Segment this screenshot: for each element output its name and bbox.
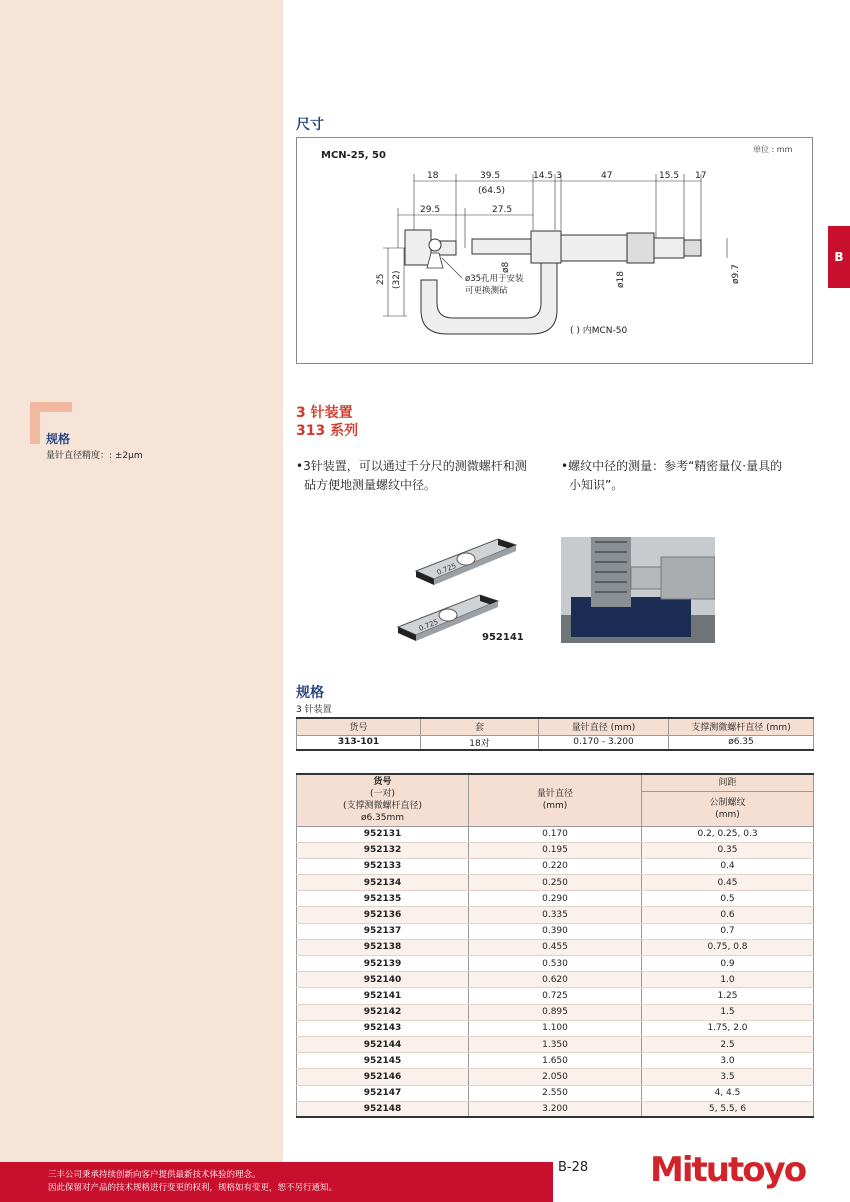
t2-cell-code: 952136 [297,907,469,923]
dim-32: (32) [392,270,402,289]
t2-cell-code: 952140 [297,972,469,988]
footer-notice-line-2: 因此保留对产品的技术规格进行变更的权利，规格如有变更，恕不另行通知。 [48,1183,338,1193]
table-row [297,939,814,955]
pin-label-2: 0.725 [417,617,440,633]
mcn50-note: ( ) 内MCN-50 [570,326,628,336]
t2-cell-code: 952146 [297,1069,469,1085]
table-row [297,875,814,891]
t2-header-diameter-line-1: 量针直径 [536,789,573,800]
bullet-1-line-1: •3针装置，可以通过千分尺的测微螺杆和测 [296,459,527,473]
set-table [296,717,814,751]
dim-14-5: 14.5 [533,171,554,181]
t1-cell-set: 18对 [421,735,539,750]
bullet-2-line-1: •螺纹中径的测量：参考“精密量仪·量具的 [561,459,783,473]
t2-cell-pitch: 2.5 [642,1036,814,1052]
spec-title: 规格 [296,685,324,701]
bullet-1-line-2: 砧方便地测量螺纹中径。 [304,478,437,492]
pin-table [296,773,814,1118]
t2-cell-pitch: 0.45 [642,875,814,891]
bullet-1 [296,457,527,495]
table-row [297,735,814,750]
dim-29-5: 29.5 [420,205,441,215]
mitutoyo-logo: Mitutoyo [650,1150,806,1190]
spec-subtitle: 3 针装置 [296,705,332,715]
table-row [297,907,814,923]
footer-notice-line-1: 三丰公司秉承持续创新向客户提供最新技术体验的理念。 [48,1170,261,1180]
t2-cell-pitch: 1.0 [642,972,814,988]
t2-header-code [297,774,469,826]
t2-cell-pitch: 0.6 [642,907,814,923]
t2-cell-code: 952143 [297,1020,469,1036]
t2-cell-pitch: 0.2, 0.25, 0.3 [642,826,814,842]
table-row [297,891,814,907]
table-row [297,1020,814,1036]
t2-cell-pitch: 0.35 [642,842,814,858]
t2-cell-code: 952139 [297,956,469,972]
hole-note-2: 可更换测砧 [465,286,508,296]
t1-header-pin-diameter: 量针直径 (mm) [539,718,669,735]
dim-25: 25 [376,273,386,285]
t2-cell-code: 952147 [297,1085,469,1101]
t2-cell-code: 952144 [297,1036,469,1052]
table-row [297,1053,814,1069]
t2-header-pitch: 间距 [642,774,814,792]
dim-47: 47 [601,171,613,181]
t2-cell-code: 952131 [297,826,469,842]
side-spec-title: 规格 [46,432,71,446]
t2-cell-code: 952148 [297,1101,469,1117]
dim-phi8: ø8 [501,261,511,273]
t2-cell-pitch: 5, 5.5, 6 [642,1101,814,1117]
t2-cell-pitch: 0.4 [642,858,814,874]
table-row [297,1085,814,1101]
left-panel [0,0,283,1202]
table-row [297,923,814,939]
t2-cell-diameter: 2.050 [469,1069,642,1085]
t2-cell-diameter: 0.390 [469,923,642,939]
t2-cell-code: 952138 [297,939,469,955]
bullet-2-line-2: 小知识”。 [569,478,624,492]
t2-header-code-line-4: ø6.35mm [360,813,405,824]
t2-cell-pitch: 3.5 [642,1069,814,1085]
page-number: B-28 [558,1160,589,1175]
t2-cell-pitch: 0.7 [642,923,814,939]
t2-cell-diameter: 1.650 [469,1053,642,1069]
table-row [297,1004,814,1020]
t2-cell-pitch: 1.75, 2.0 [642,1020,814,1036]
photo-caption: 952141 [482,632,524,643]
t2-cell-diameter: 1.100 [469,1020,642,1036]
table-row [297,1101,814,1117]
dim-phi18: ø18 [616,271,626,288]
table-row [297,956,814,972]
table-row [297,1069,814,1085]
t2-header-code-line-3: (支撑测微螺杆直径) [342,801,423,812]
t2-cell-code: 952141 [297,988,469,1004]
t2-header-code-line-2: (一对) [369,789,396,800]
pin-label-1: 0.725 [435,561,458,577]
device-title: 3 针装置 [296,405,353,421]
table-row [297,1036,814,1052]
t2-header-code-line-1: 货号 [373,777,392,788]
t2-cell-code: 952142 [297,1004,469,1020]
t1-header-set: 套 [421,718,539,735]
bullet-2 [561,457,782,495]
table-row [297,842,814,858]
t1-cell-code: 313-101 [297,735,421,750]
t2-cell-diameter: 0.335 [469,907,642,923]
t2-header-metric [642,792,814,826]
t2-cell-diameter: 0.895 [469,1004,642,1020]
table-row [297,972,814,988]
t2-cell-diameter: 3.200 [469,1101,642,1117]
t2-cell-diameter: 0.220 [469,858,642,874]
t2-header-diameter-line-2: (mm) [542,801,568,812]
t2-cell-code: 952135 [297,891,469,907]
t2-cell-pitch: 0.75, 0.8 [642,939,814,955]
dim-39-5: 39.5 [480,171,501,181]
t2-cell-pitch: 3.0 [642,1053,814,1069]
hole-note-1: ø35孔用于安装 [465,274,524,284]
t2-cell-diameter: 0.455 [469,939,642,955]
t2-header-metric-line-1: 公制螺纹 [709,797,746,808]
t2-cell-diameter: 0.290 [469,891,642,907]
t1-header-spindle-diameter: 支撑测微螺杆直径 (mm) [669,718,814,735]
table-row [297,858,814,874]
dim-15-5: 15.5 [659,171,680,181]
t2-cell-code: 952132 [297,842,469,858]
side-spec-text: 量针直径精度：: ±2μm [46,451,143,461]
dimension-drawing [296,137,813,364]
t2-cell-diameter: 0.725 [469,988,642,1004]
t2-cell-diameter: 0.530 [469,956,642,972]
t1-cell-pin-diameter: 0.170 - 3.200 [539,735,669,750]
t2-header-diameter [469,774,642,826]
t2-cell-diameter: 2.550 [469,1085,642,1101]
t2-cell-diameter: 0.620 [469,972,642,988]
t2-cell-diameter: 0.250 [469,875,642,891]
t2-cell-code: 952137 [297,923,469,939]
t2-cell-pitch: 1.5 [642,1004,814,1020]
t2-cell-pitch: 0.5 [642,891,814,907]
t2-cell-pitch: 4, 4.5 [642,1085,814,1101]
table-row [297,988,814,1004]
t2-cell-pitch: 1.25 [642,988,814,1004]
t2-cell-pitch: 0.9 [642,956,814,972]
series-title: 313 系列 [296,423,359,439]
t1-cell-spindle-diameter: ø6.35 [669,735,814,750]
model-label: MCN-25, 50 [321,150,386,161]
dim-3: 3 [556,171,562,181]
t1-header-code: 货号 [297,718,421,735]
dimensions-title: 尺寸 [296,117,324,133]
dim-64-5: (64.5) [478,186,506,196]
section-tab-b[interactable]: B [828,226,850,288]
t2-header-metric-line-2: (mm) [715,809,740,820]
dim-27-5: 27.5 [492,205,513,215]
t2-cell-diameter: 1.350 [469,1036,642,1052]
unit-label: 单位 : mm [753,145,793,154]
dim-18: 18 [427,171,439,181]
dim-17: 17 [695,171,707,181]
usage-photo [561,537,715,643]
dim-phi9-7: ø9.7 [731,264,741,284]
table-row [297,826,814,842]
t2-cell-code: 952145 [297,1053,469,1069]
t2-cell-diameter: 0.170 [469,826,642,842]
t2-cell-code: 952134 [297,875,469,891]
t2-cell-code: 952133 [297,858,469,874]
t2-cell-diameter: 0.195 [469,842,642,858]
